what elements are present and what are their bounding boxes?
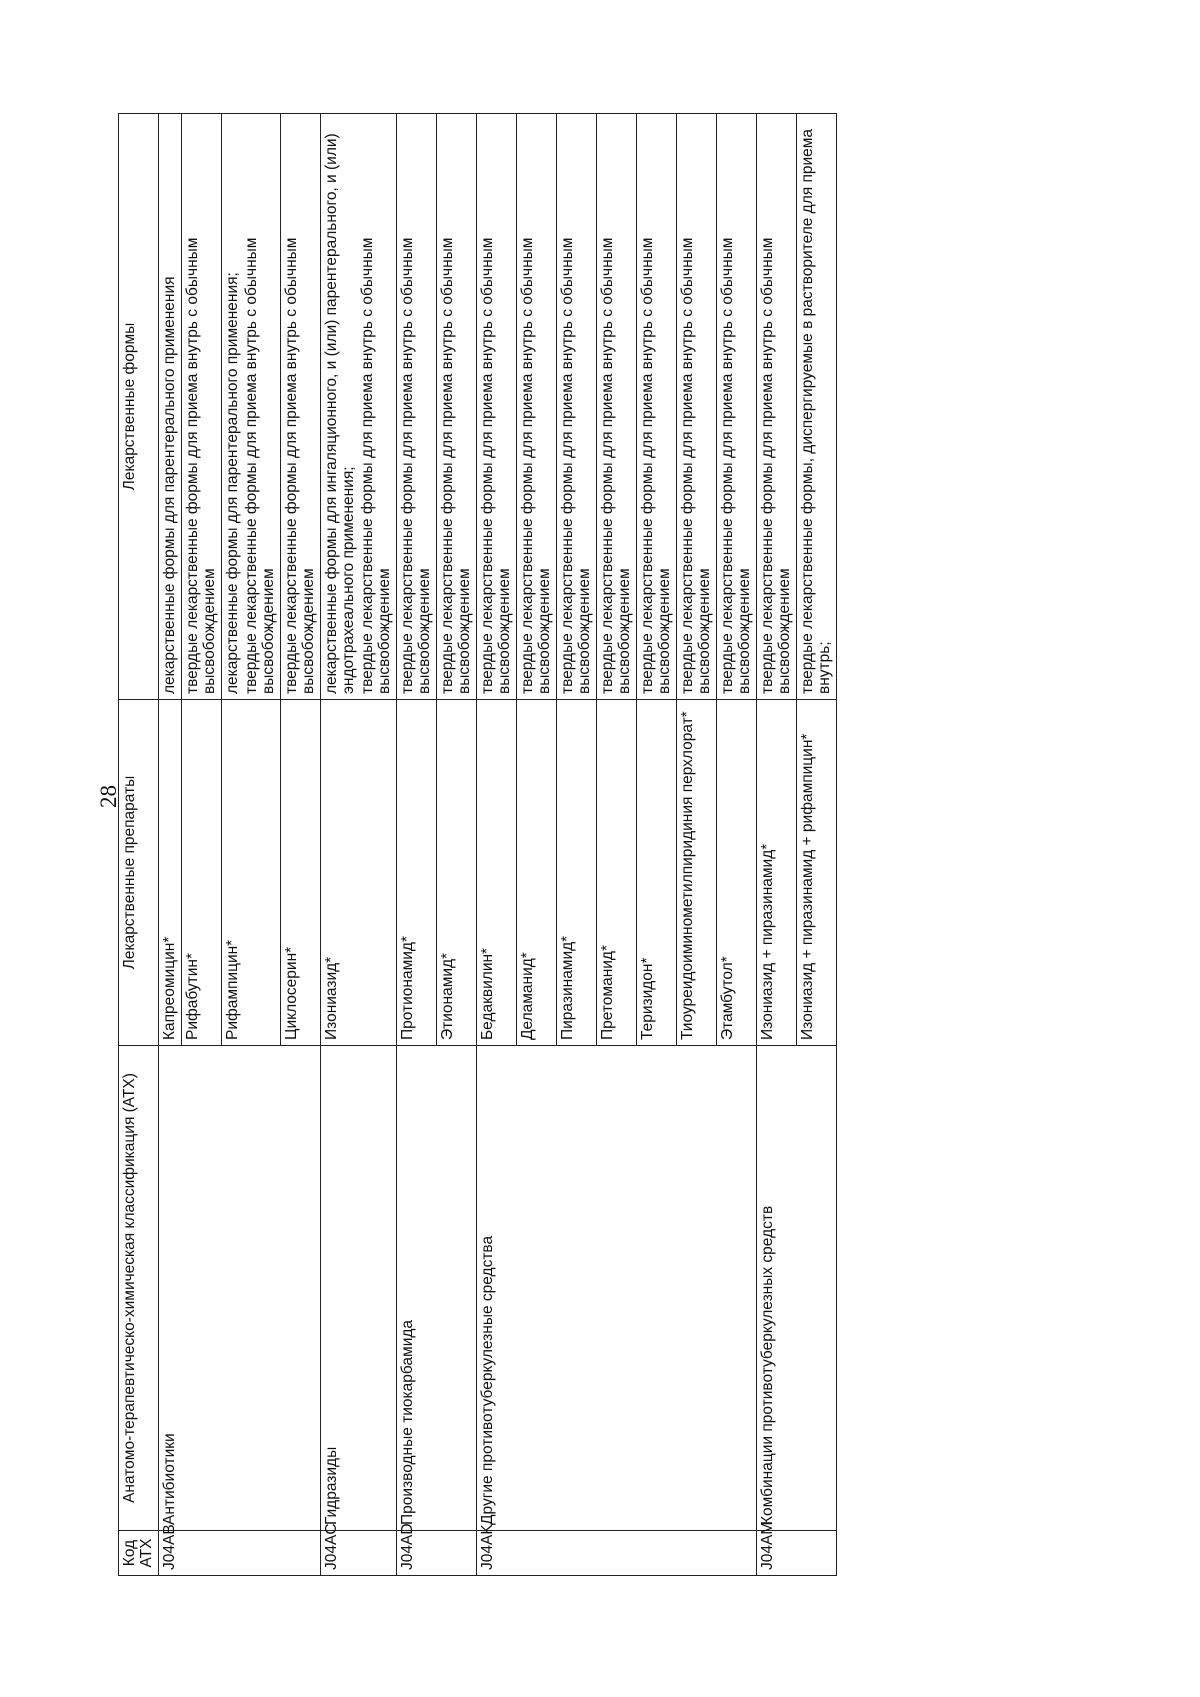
header-forms: Лекарственные формы (119, 114, 159, 700)
table-row (757, 114, 797, 1576)
dosage-form-text: твердые лекарственные формы для приема внутрь с обычным высвобождением (184, 237, 218, 694)
dosage-form-text: твердые лекарственные формы для приема внутрь с обычным высвобождением (759, 237, 793, 694)
dosage-forms-cell (437, 114, 477, 700)
dosage-forms-cell (281, 114, 321, 700)
atx-table (118, 113, 837, 1576)
dosage-form-text: твердые лекарственные формы для приема внутрь с обычным высвобождением (479, 237, 513, 694)
drug-name-cell: Изониазид + пиразинамид + рифампицин* (797, 700, 837, 1046)
dosage-form-text: твердые лекарственные формы для приема внутрь с обычным высвобождением (439, 237, 473, 694)
dosage-form-text: лекарственные формы для парентерального применения (161, 276, 178, 694)
dosage-form-text: твердые лекарственные формы для приема внутрь с обычным высвобождением (283, 237, 317, 694)
dosage-form-text: лекарственные формы для ингаляционного, и (или) парентерального, и (или) эндотрахеального применения; (323, 133, 357, 694)
atx-code-cell: J04AC (321, 1531, 397, 1576)
dosage-forms-cell (557, 114, 597, 700)
atx-classification-cell: Комбинации противотуберкулезных средств (757, 1046, 837, 1531)
dosage-form-text: твердые лекарственные формы для приема внутрь с обычным высвобождением (399, 237, 433, 694)
atx-classification-cell: Антибиотики (159, 1046, 321, 1531)
dosage-form-text: твердые лекарственные формы для приема внутрь с обычным высвобождением (359, 237, 393, 694)
dosage-form-text: твердые лекарственные формы, диспергируемые в растворителе для приема внутрь; (799, 128, 833, 694)
dosage-forms-cell (677, 114, 717, 700)
page-number: 28 (96, 785, 121, 808)
dosage-forms-cell (222, 114, 281, 700)
dosage-form-text: твердые лекарственные формы для приема внутрь с обычным высвобождением (639, 237, 673, 694)
dosage-forms-cell (797, 114, 837, 700)
dosage-form-text: твердые лекарственные формы для приема внутрь с обычным высвобождением (599, 237, 633, 694)
table-row (477, 114, 517, 1576)
dosage-form-text: твердые лекарственные формы для приема внутрь с обычным высвобождением (519, 237, 553, 694)
rotated-table-frame (118, 114, 1058, 1576)
table-body (159, 114, 837, 1576)
dosage-forms-cell (597, 114, 637, 700)
drug-name-cell: Тиоуреидоиминометилпиридиния перхлорат* (677, 700, 717, 1046)
dosage-forms-cell (637, 114, 677, 700)
atx-classification-cell: Производные тиокарбамида (397, 1046, 477, 1531)
dosage-form-text: лекарственные формы для парентерального применения; (224, 272, 241, 694)
table-row (397, 114, 437, 1576)
drug-name-cell: Теризидон* (637, 700, 677, 1046)
dosage-forms-cell (397, 114, 437, 700)
drug-name-cell: Рифампицин* (222, 700, 281, 1046)
drug-name-cell: Изониазид* (321, 700, 397, 1046)
drug-name-cell: Пиразинамид* (557, 700, 597, 1046)
drug-name-cell: Этамбутол* (717, 700, 757, 1046)
dosage-forms-cell (182, 114, 222, 700)
drug-name-cell: Капреомицин* (159, 700, 182, 1046)
drug-name-cell: Бедаквилин* (477, 700, 517, 1046)
dosage-form-text: твердые лекарственные формы для приема внутрь с обычным высвобождением (719, 237, 753, 694)
drug-name-cell: Циклосерин* (281, 700, 321, 1046)
atx-classification-cell: Другие противотуберкулезные средства (477, 1046, 757, 1531)
dosage-forms-cell (517, 114, 557, 700)
drug-name-cell: Изониазид + пиразинамид* (757, 700, 797, 1046)
drug-name-cell: Этионамид* (437, 700, 477, 1046)
table-row (321, 114, 397, 1576)
dosage-forms-cell (321, 114, 397, 700)
dosage-forms-cell (477, 114, 517, 700)
atx-code-cell: J04AK (477, 1531, 757, 1576)
dosage-forms-cell (717, 114, 757, 700)
atx-code-cell: J04AM (757, 1531, 837, 1576)
header-classification: Анатомо-терапевтическо-химическая классификация (АТХ) (119, 1046, 159, 1531)
drug-name-cell: Деламанид* (517, 700, 557, 1046)
header-drugs: Лекарственные препараты (119, 700, 159, 1046)
atx-code-cell: J04AB (159, 1531, 321, 1576)
atx-code-cell: J04AD (397, 1531, 477, 1576)
table-header-row (119, 114, 159, 1576)
header-code: Код АТХ (119, 1531, 159, 1576)
drug-name-cell: Претоманид* (597, 700, 637, 1046)
dosage-forms-cell (757, 114, 797, 700)
dosage-forms-cell (159, 114, 182, 700)
dosage-form-text: твердые лекарственные формы для приема внутрь с обычным высвобождением (559, 237, 593, 694)
drug-name-cell: Рифабутин* (182, 700, 222, 1046)
dosage-form-text: твердые лекарственные формы для приема внутрь с обычным высвобождением (243, 237, 277, 694)
drug-name-cell: Протионамид* (397, 700, 437, 1046)
atx-classification-cell: Гидразиды (321, 1046, 397, 1531)
dosage-form-text: твердые лекарственные формы для приема внутрь с обычным высвобождением (679, 237, 713, 694)
table-row (159, 114, 182, 1576)
